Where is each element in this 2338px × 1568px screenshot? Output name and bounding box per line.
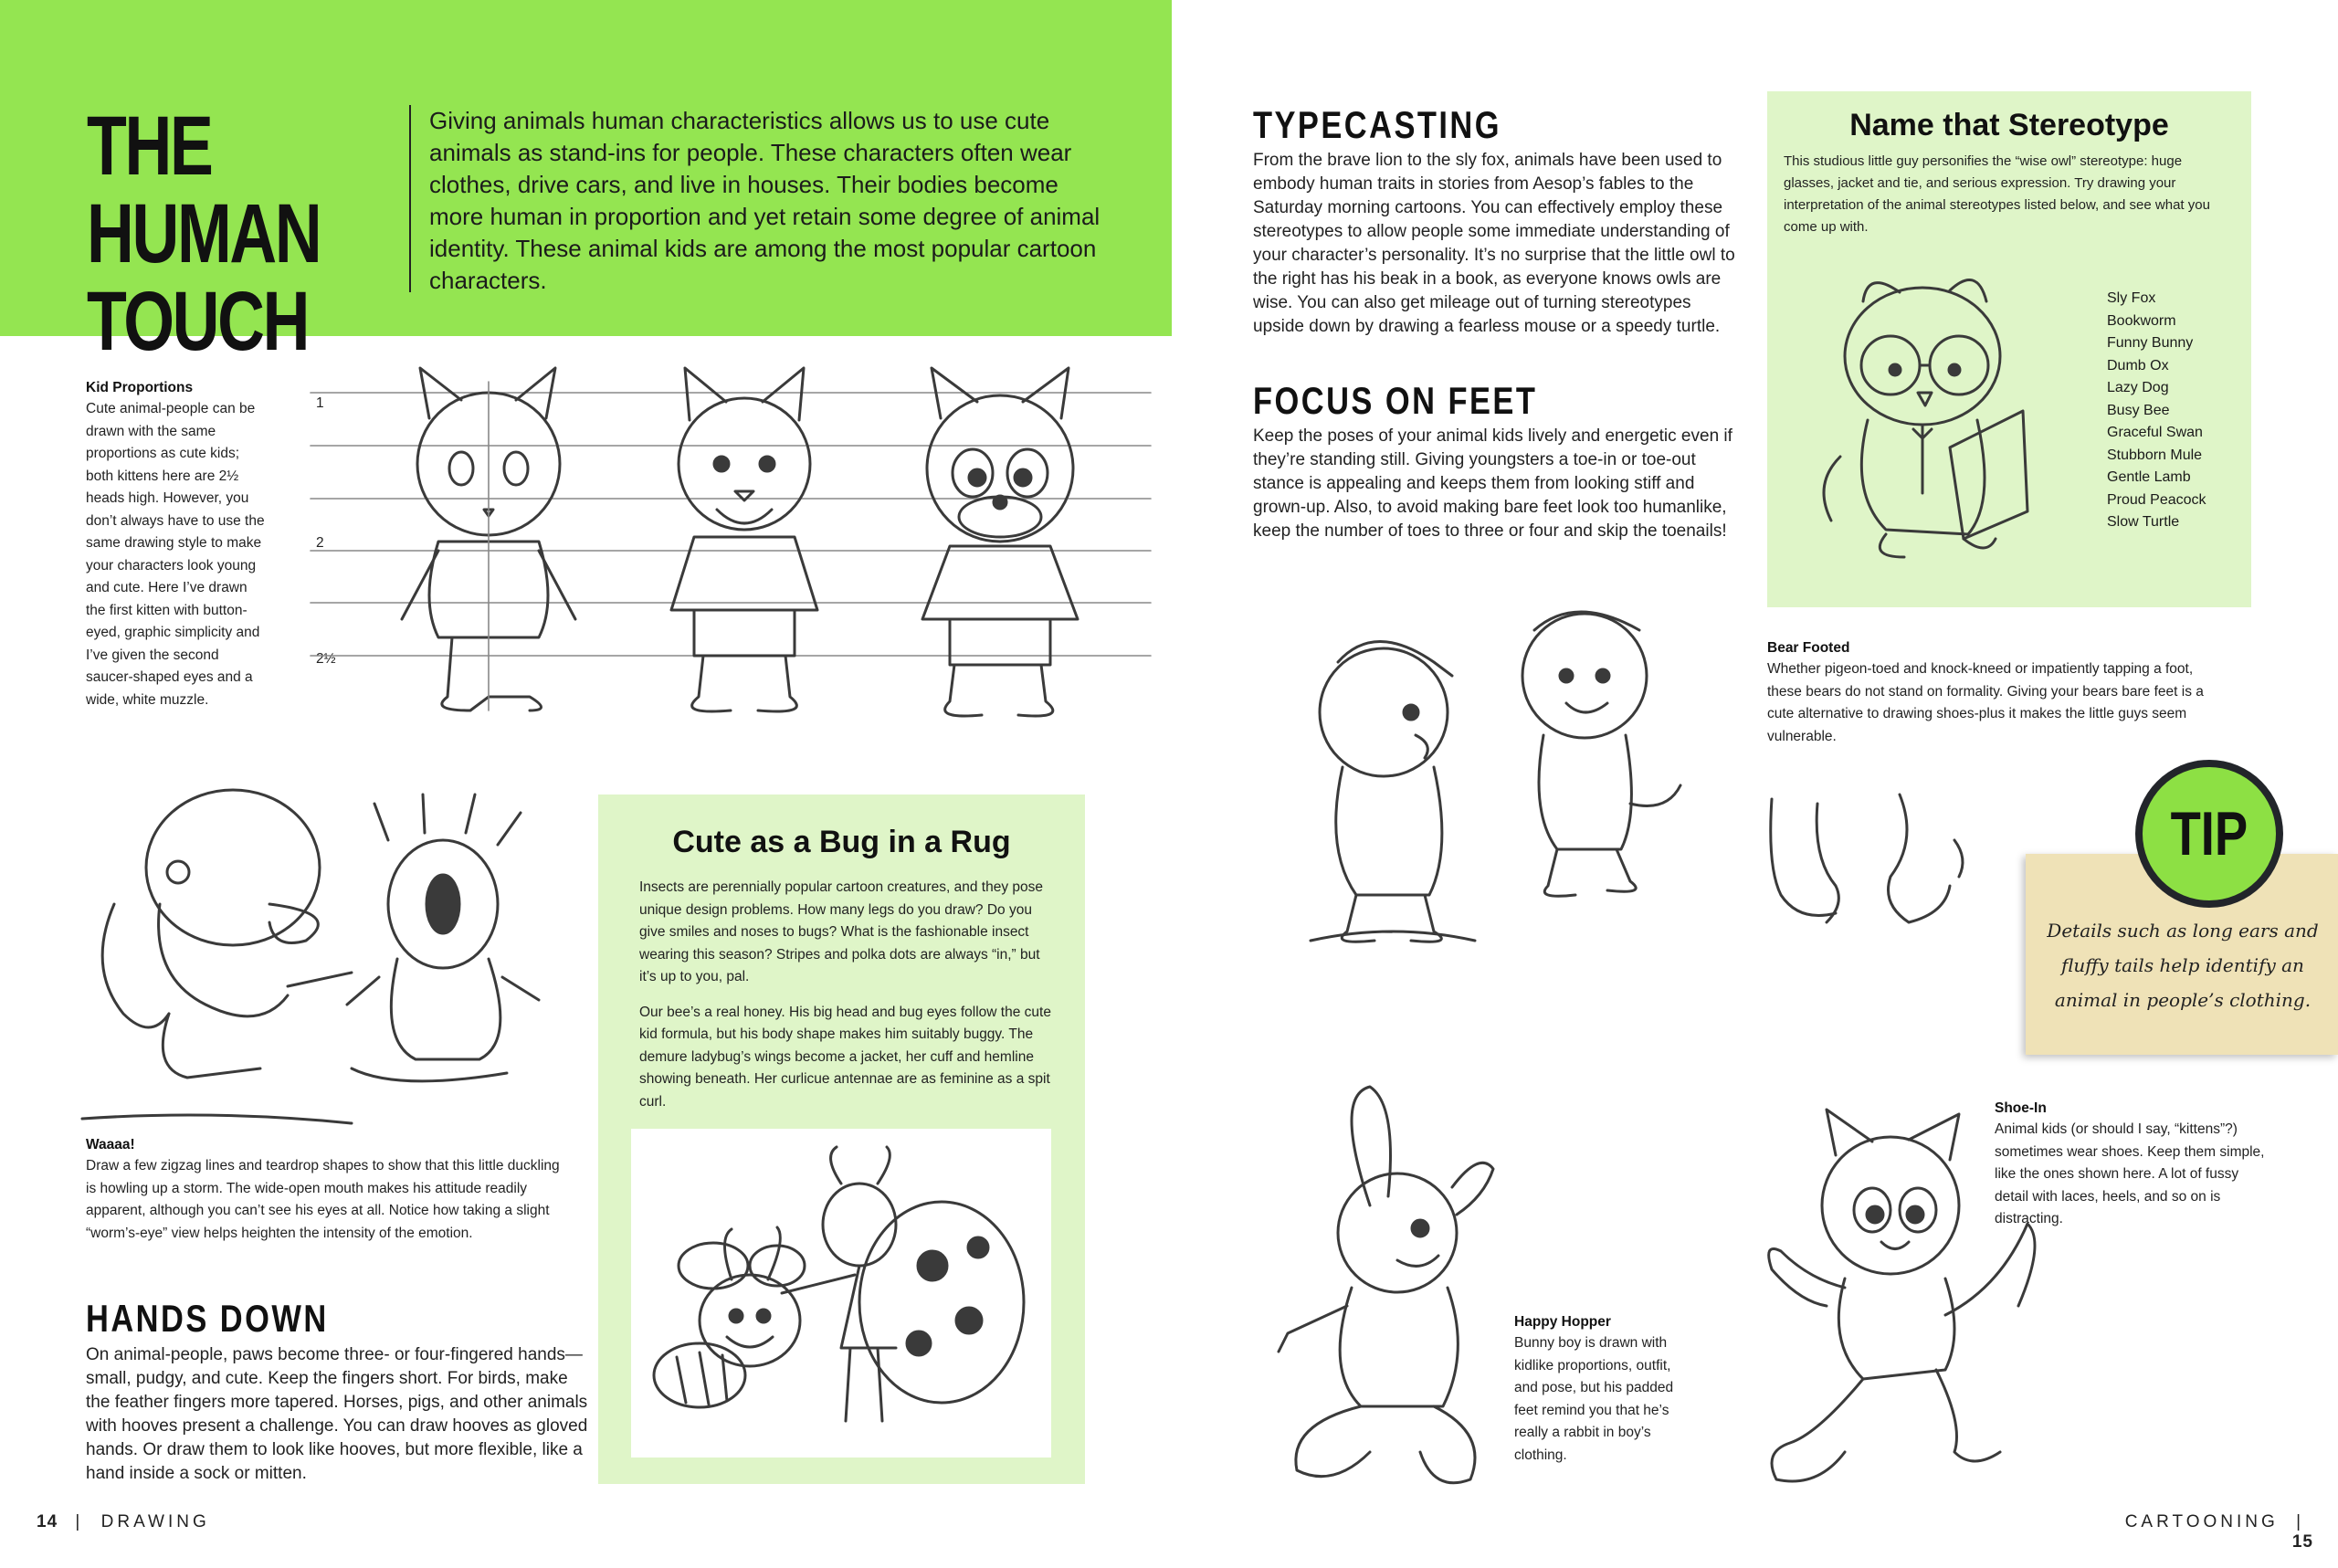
- hands-down-text: On animal-people, paws become three- or four-fingered hands—small, pudgy, and cute. Keep the fingers short. For birds, make the feather fingers more tapered. Horses, pigs, and other animals with hooves present a challenge. You can draw hooves as gloved hands. Or draw them to look like hooves, but more flexible, like a hand inside a sock or mitten.: [86, 1345, 588, 1483]
- shoe-in-title: Shoe-In: [1995, 1100, 2047, 1116]
- shoe-in-caption: [1995, 1099, 2269, 1231]
- kid-proportions-text: Cute animal-people can be drawn with the same proportions as cute kids; both kittens here are 2½ heads high. However, you don’t always have to use the same drawing style to make your characters look young and cute. Here I’ve drawn the first kitten with button-eyed, graphic simplicity and I’ve given the second saucer-shaped eyes and a wide, white muzzle.: [86, 401, 265, 708]
- stereotype-item: Dumb Ox: [2107, 357, 2169, 374]
- kitten-proportions-illustration: [311, 363, 1160, 747]
- stereotype-item: Stubborn Mule: [2107, 447, 2203, 463]
- typecasting-text: From the brave lion to the sly fox, animals have been used to embody human traits in stories from Aesop’s fables to the Saturday morning cartoons. You can effectively employ these stereotypes to allow people some immediate understanding of your character’s personality. It’s no surprise that the little owl to the right has his beak in a book, as everyone knows owls are wise. You can also get mileage out of turning stereotypes upside down by drawing a fearless mouse or a speedy turtle.: [1253, 151, 1735, 336]
- stereotype-item: Bookworm: [2107, 312, 2176, 329]
- tip-text: Details such as long ears and fluffy tails help identify an animal in people’s clothing.: [2047, 920, 2319, 1011]
- stereotype-box-text: This studious little guy personifies the “wise owl” stereotype: huge glasses, jacket and tie, and serious expression. Try drawing your interpretation of the animal stereotypes listed below, and see what you come up with.: [1784, 153, 2210, 235]
- page-title: THE HUMAN TOUCH: [87, 100, 321, 368]
- guide-label-2: 2: [316, 535, 324, 551]
- left-page-number: 14: [37, 1512, 58, 1531]
- stereotype-item: Busy Bee: [2107, 402, 2170, 418]
- right-section-label: CARTOONING: [2124, 1512, 2279, 1531]
- waaaa-text: Draw a few zigzag lines and teardrop shapes to show that this little duckling is howling up a storm. The wide-open mouth makes his attitude readily apparent, although you can’t see his eyes at all. Notice how taking a slight “worm’s-eye” view helps heighten the intensity of the emotion.: [86, 1158, 560, 1241]
- happy-hopper-title: Happy Hopper: [1514, 1314, 1611, 1330]
- bee-and-ladybug-illustration: [631, 1129, 1051, 1458]
- happy-hopper-caption: [1514, 1312, 1688, 1467]
- bear-feet-sketch: [1763, 785, 1982, 950]
- focus-on-feet-text: Keep the poses of your animal kids lively and energetic even if they’re standing still. Giving youngsters a toe-in or toe-out stance is appealing and keeps them from looking stiff and grown-up. Also, to avoid making bare feet look too humanlike, keep the number of toes to three or four and skip the toenails!: [1253, 426, 1732, 541]
- crying-duckling-illustration: [78, 767, 589, 1132]
- happy-hopper-text: Bunny boy is drawn with kidlike proportions, outfit, and pose, but his padded feet remind you that he’s really a rabbit in boy’s clothing.: [1514, 1335, 1674, 1463]
- bug-box-paragraph-1: Insects are perennially popular cartoon creatures, and they pose unique design problems. How many legs do you draw? Do you give smiles and noses to bugs? What is the fashionable insect wearing this season? Stripes and polka dots are always “in,” but it’s up to you, pal.: [639, 879, 1044, 984]
- bug-box-text: [639, 877, 1058, 1113]
- waaaa-title: Waaaa!: [86, 1137, 135, 1152]
- right-page-number: 15: [2291, 1532, 2313, 1552]
- happy-hopper-bunny-illustration: [1260, 1078, 1534, 1498]
- tip-label: TIP: [2170, 799, 2248, 868]
- bear-footed-title: Bear Footed: [1767, 640, 1850, 656]
- stereotype-box-title: Name that Stereotype: [1849, 108, 2169, 142]
- kid-proportions-title: Kid Proportions: [86, 380, 194, 395]
- left-footer: 14 | DRAWING: [37, 1512, 210, 1531]
- stereotype-list: [2107, 288, 2206, 534]
- name-that-stereotype-box: [1767, 91, 2251, 607]
- stereotype-item: Funny Bunny: [2107, 335, 2194, 351]
- guide-label-2-half: 2½: [316, 651, 336, 667]
- title-divider: [409, 105, 411, 292]
- right-footer: CARTOONING | 15: [2124, 1512, 2313, 1552]
- barefoot-bears-illustration: [1274, 575, 1749, 959]
- waaaa-caption: [86, 1135, 561, 1245]
- tip-badge: [2143, 767, 2276, 900]
- kid-proportions-caption: [86, 378, 269, 711]
- bug-in-rug-box: [598, 795, 1085, 1484]
- stereotype-item: Proud Peacock: [2107, 491, 2206, 508]
- shoe-in-text: Animal kids (or should I say, “kittens”?) sometimes wear shoes. Keep them simple, like the ones shown here. A lot of fussy detail with laces, heels, and so on is distracting.: [1995, 1121, 2265, 1226]
- bug-box-title: Cute as a Bug in a Rug: [672, 825, 1011, 859]
- stereotype-item: Graceful Swan: [2107, 425, 2203, 440]
- wise-owl-illustration: [1813, 265, 2050, 566]
- guide-label-1: 1: [316, 395, 324, 411]
- stereotype-item: Slow Turtle: [2107, 514, 2180, 530]
- stereotype-item: Sly Fox: [2107, 290, 2156, 306]
- stereotype-item: Lazy Dog: [2107, 380, 2169, 395]
- bear-footed-text: Whether pigeon-toed and knock-kneed or impatiently tapping a foot, these bears do not stand on formality. Giving your bears bare feet is a cute alternative to drawing shoes-plus it makes the little guys seem vulnerable.: [1767, 661, 2204, 744]
- hands-down-heading: HANDS DOWN: [86, 1297, 329, 1340]
- focus-on-feet-heading: FOCUS ON FEET: [1253, 379, 1538, 422]
- left-section-label: DRAWING: [100, 1512, 210, 1531]
- bear-footed-caption: [1767, 638, 2206, 748]
- intro-text: Giving animals human characteristics allows us to use cute animals as stand-ins for people. These characters often wear clothes, drive cars, and live in houses. Their bodies become more human in proportion and yet retain some degree of animal identity. These animal kids are among the most popular cartoon characters.: [429, 107, 1101, 294]
- bug-illustration-panel: [631, 1129, 1051, 1458]
- typecasting-heading: TYPECASTING: [1253, 103, 1501, 146]
- kitten-sketches: [311, 363, 1160, 747]
- bug-box-paragraph-2: Our bee’s a real honey. His big head and bug eyes follow the cute kid formula, but his body shape makes him suitably buggy. The demure ladybug’s wings become a jacket, her cuff and hemline showing beneath. Her curlicue antennae are as feminine as a spit curl.: [639, 1004, 1051, 1110]
- stereotype-item: Gentle Lamb: [2107, 469, 2191, 485]
